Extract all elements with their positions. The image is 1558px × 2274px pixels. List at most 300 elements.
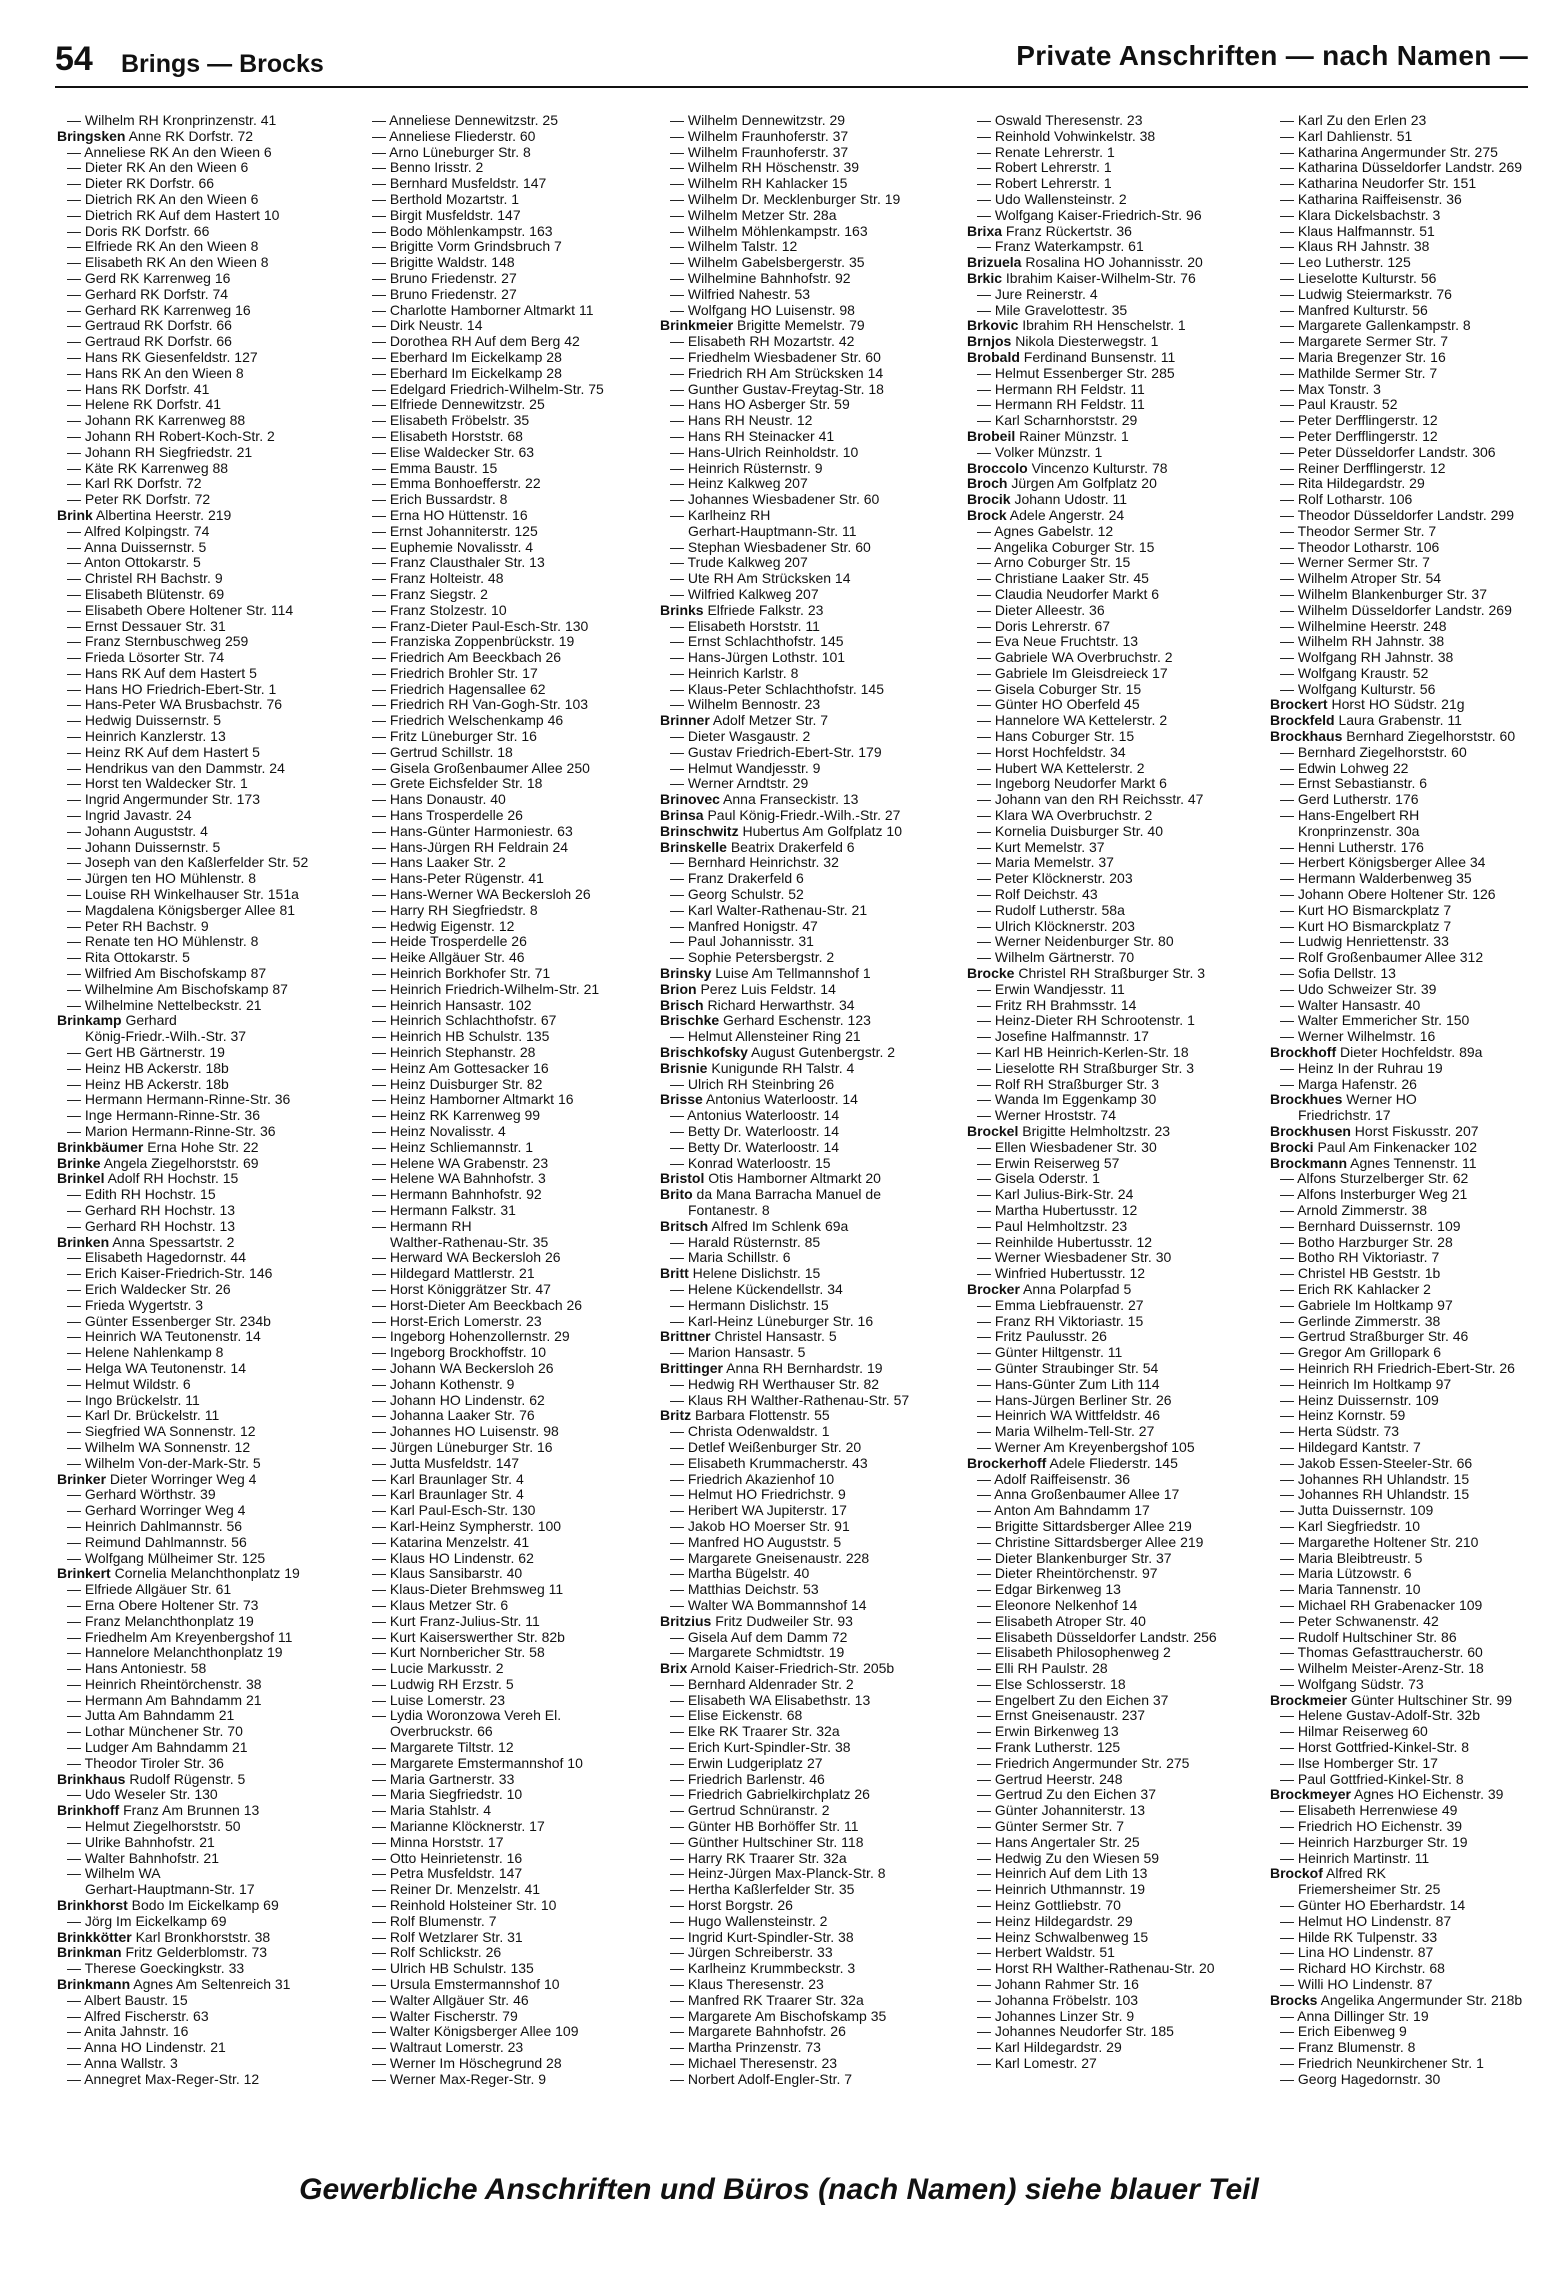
- directory-entry: — Richard HO Kirchstr. 68: [1280, 1961, 1445, 1977]
- directory-entry: — Konrad Waterloostr. 15: [670, 1155, 831, 1171]
- directory-entry: — Wolfgang Kaiser-Friedrich-Str. 96: [977, 207, 1202, 223]
- directory-entry: — Mile Gravelottestr. 35: [977, 302, 1128, 318]
- directory-entry: — Reimund Dahlmannstr. 56: [67, 1534, 247, 1550]
- directory-entry: Fontanestr. 8: [688, 1202, 770, 1218]
- directory-entry: Brion Perez Luis Feldstr. 14: [660, 981, 836, 997]
- directory-entry: — Wolfgang Südstr. 73: [1280, 1676, 1424, 1692]
- directory-entry: — Alfred Kolpingstr. 74: [67, 523, 210, 539]
- directory-entry: — Robert Lehrerstr. 1: [977, 160, 1112, 176]
- directory-entry: — Karlheinz RH: [670, 507, 771, 523]
- directory-entry: — Angelika Coburger Str. 15: [977, 539, 1155, 555]
- directory-entry: — Paul Helmholtzstr. 23: [977, 1218, 1128, 1234]
- directory-entry: — Johann Kothenstr. 9: [372, 1376, 515, 1392]
- directory-entry: — Eberhard Im Eickelkamp 28: [372, 349, 562, 365]
- directory-entry: Brischkofsky August Gutenbergstr. 2: [660, 1045, 896, 1061]
- directory-entry: — Wilhelmine Nettelbeckstr. 21: [67, 997, 262, 1013]
- directory-entry: — Heinrich Karlstr. 8: [670, 665, 799, 681]
- directory-entry: — Volker Münzstr. 1: [977, 444, 1103, 460]
- directory-entry: — Maria Lützowstr. 6: [1280, 1566, 1412, 1582]
- directory-entry: — Gerlinde Zimmerstr. 38: [1280, 1313, 1441, 1329]
- directory-entry: — Friedrich Barlenstr. 46: [670, 1771, 825, 1787]
- directory-entry: — Eberhard Im Eickelkamp 28: [372, 365, 562, 381]
- directory-entry: — Hans RK An den Wieen 8: [67, 365, 244, 381]
- directory-entry: — Reinhold Holsteiner Str. 10: [372, 1898, 557, 1914]
- directory-entry: — Rolf Großenbaumer Allee 312: [1280, 950, 1484, 966]
- directory-entry: — Louise RH Winkelhauser Str. 151a: [67, 887, 299, 903]
- directory-entry: — Edwin Lohweg 22: [1280, 760, 1409, 776]
- directory-entry: — Helene WA Grabenstr. 23: [372, 1155, 549, 1171]
- directory-entry: — Kurt Franz-Julius-Str. 11: [372, 1613, 540, 1629]
- directory-entry: — Elisabeth Horststr. 68: [372, 428, 523, 444]
- directory-entry: — Horst-Erich Lomerstr. 23: [372, 1313, 542, 1329]
- directory-entry: Britzius Fritz Dudweiler Str. 93: [660, 1613, 853, 1629]
- directory-entry: Brkovic Ibrahim RH Henschelstr. 1: [967, 318, 1186, 334]
- directory-entry: — Jure Reinerstr. 4: [977, 286, 1098, 302]
- directory-entry: — Peter Klöcknerstr. 203: [977, 871, 1133, 887]
- directory-entry: — Theodor Lotharstr. 106: [1280, 539, 1440, 555]
- directory-entry: — Hilde RK Tulpenstr. 33: [1280, 1929, 1438, 1945]
- directory-entry: — Herbert Königsberger Allee 34: [1280, 855, 1486, 871]
- directory-entry: Brockfeld Laura Grabenstr. 11: [1270, 713, 1462, 729]
- directory-entry: — Elfriede Dennewitzstr. 25: [372, 397, 545, 413]
- directory-entry: — Gertrud Schnüranstr. 2: [670, 1803, 830, 1819]
- directory-entry: — Leo Lutherstr. 125: [1280, 255, 1411, 271]
- directory-entry: — Udo Wallensteinstr. 2: [977, 191, 1127, 207]
- directory-entry: — Dieter Alleestr. 36: [977, 602, 1105, 618]
- directory-entry: — Katarina Menzelstr. 41: [372, 1534, 530, 1550]
- directory-entry: Brocki Paul Am Finkenacker 102: [1270, 1139, 1477, 1155]
- directory-entry: — Christel HB Geststr. 1b: [1280, 1266, 1441, 1282]
- directory-entry: — Anna Großenbaumer Allee 17: [977, 1487, 1180, 1503]
- directory-entry: — Gertrud Schillstr. 18: [372, 744, 513, 760]
- directory-entry: — Inge Hermann-Rinne-Str. 36: [67, 1108, 260, 1124]
- directory-entry: — Udo Schweizer Str. 39: [1280, 981, 1437, 997]
- directory-entry: — Wilhelm Meister-Arenz-Str. 18: [1280, 1661, 1484, 1677]
- directory-entry: — Euphemie Novalisstr. 4: [372, 539, 534, 555]
- directory-entry: — Georg Hagedornstr. 30: [1280, 2071, 1441, 2087]
- directory-entry: — Erwin Ludgeriplatz 27: [670, 1755, 823, 1771]
- directory-entry: — Johann van den RH Reichsstr. 47: [977, 792, 1204, 808]
- directory-entry: — Christel RH Bachstr. 9: [67, 571, 223, 587]
- directory-entry: — Wolfgang Kulturstr. 56: [1280, 681, 1436, 697]
- directory-entry: Brobeil Rainer Münzstr. 1: [967, 428, 1129, 444]
- directory-column-1: [57, 113, 352, 2088]
- directory-entry: — Lieselotte Kulturstr. 56: [1280, 270, 1437, 286]
- directory-entry: — Margarete Bahnhofstr. 26: [670, 2024, 846, 2040]
- directory-entry: — Maria Schillstr. 6: [670, 1250, 791, 1266]
- directory-entry: — Klara Dickelsbachstr. 3: [1280, 207, 1441, 223]
- directory-entry: — Helmut HO Friedrichstr. 9: [670, 1487, 846, 1503]
- directory-entry: — Franz Siegstr. 2: [372, 586, 488, 602]
- directory-entry: — Käte RK Karrenweg 88: [67, 460, 229, 476]
- directory-entry: Overbruckstr. 66: [390, 1724, 493, 1740]
- directory-entry: — Elisabeth Düsseldorfer Landstr. 256: [977, 1629, 1217, 1645]
- directory-entry: — Horst-Dieter Am Beeckbach 26: [372, 1297, 583, 1313]
- directory-entry: — Gerd Lutherstr. 176: [1280, 792, 1419, 808]
- directory-entry: — Hans-Werner WA Beckersloh 26: [372, 887, 591, 903]
- directory-entry: — Ernst Gneisenaustr. 237: [977, 1708, 1146, 1724]
- directory-entry: Brisnie Kunigunde RH Talstr. 4: [660, 1060, 855, 1076]
- directory-entry: — Frank Lutherstr. 125: [977, 1740, 1121, 1756]
- directory-entry: — Anton Ottokarstr. 5: [67, 555, 201, 571]
- directory-entry: — Johanna Laaker Str. 76: [372, 1408, 535, 1424]
- directory-entry: — Ernst Dessauer Str. 31: [67, 618, 226, 634]
- directory-entry: — Ulrike Bahnhofstr. 21: [67, 1834, 215, 1850]
- directory-entry: — Karl Lomestr. 27: [977, 2056, 1097, 2072]
- directory-entry: — Horst Königgrätzer Str. 47: [372, 1281, 551, 1297]
- directory-entry: Brinker Dieter Worringer Weg 4: [57, 1471, 257, 1487]
- directory-entry: — Theodor Düsseldorfer Landstr. 299: [1280, 507, 1514, 523]
- directory-entry: — Heinrich Im Holtkamp 97: [1280, 1376, 1452, 1392]
- directory-entry: Brinkhaus Rudolf Rügenstr. 5: [57, 1771, 246, 1787]
- directory-entry: — Horst RH Walther-Rathenau-Str. 20: [977, 1961, 1215, 1977]
- directory-entry: — Ingeborg Neudorfer Markt 6: [977, 776, 1167, 792]
- directory-entry: — Michael RH Grabenacker 109: [1280, 1597, 1483, 1613]
- directory-entry: — Robert Lehrerstr. 1: [977, 176, 1112, 192]
- directory-entry: — Gerhard RH Hochstr. 13: [67, 1218, 236, 1234]
- directory-entry: Brinner Adolf Metzer Str. 7: [660, 713, 829, 729]
- directory-entry: — Heinz Am Gottesacker 16: [372, 1060, 549, 1076]
- directory-entry: — Jürgen Schreiberstr. 33: [670, 1945, 833, 1961]
- directory-entry: — Johanna Fröbelstr. 103: [977, 1992, 1139, 2008]
- directory-entry: — Hildegard Kantstr. 7: [1280, 1439, 1421, 1455]
- directory-entry: Brinovec Anna Franseckistr. 13: [660, 792, 859, 808]
- directory-entry: — Peter Derfflingerstr. 12: [1280, 428, 1438, 444]
- directory-entry: — Hans Donaustr. 40: [372, 792, 506, 808]
- directory-entry: — Franz Sternbuschweg 259: [67, 634, 249, 650]
- directory-entry: — Oswald Theresenstr. 23: [977, 113, 1143, 128]
- directory-entry: — Elisabeth Hagedornstr. 44: [67, 1250, 246, 1266]
- directory-entry: — Erna Obere Holtener Str. 73: [67, 1597, 259, 1613]
- directory-entry: Brizuela Rosalina HO Johannisstr. 20: [967, 255, 1203, 271]
- directory-entry: — Birgit Musfeldstr. 147: [372, 207, 521, 223]
- directory-entry: — Erna HO Hüttenstr. 16: [372, 507, 528, 523]
- directory-entry: — Else Schlosserstr. 18: [977, 1676, 1126, 1692]
- directory-entry: — Wilhelm Von-der-Mark-Str. 5: [67, 1455, 261, 1471]
- directory-entry: — Erich Eibenweg 9: [1280, 2024, 1407, 2040]
- directory-entry: — Johannes HO Luisenstr. 98: [372, 1424, 559, 1440]
- directory-entry: — Katharina Neudorfer Str. 151: [1280, 176, 1477, 192]
- directory-entry: — Reiner Derfflingerstr. 12: [1280, 460, 1446, 476]
- directory-entry: — Hans Coburger Str. 15: [977, 729, 1135, 745]
- directory-entry: — Franz Stolzestr. 10: [372, 602, 507, 618]
- directory-entry: — Doris Lehrerstr. 67: [977, 618, 1111, 634]
- directory-entry: Brockhusen Horst Fiskusstr. 207: [1270, 1124, 1479, 1139]
- directory-entry: — Brigitte Vorm Grindsbruch 7: [372, 239, 562, 255]
- directory-entry: — Katharina Düsseldorfer Landstr. 269: [1280, 160, 1523, 176]
- directory-entry: — Jutta Duissernstr. 109: [1280, 1503, 1434, 1519]
- directory-entry: — Franz-Dieter Paul-Esch-Str. 130: [372, 618, 589, 634]
- directory-entry: Broccolo Vincenzo Kulturstr. 78: [967, 460, 1168, 476]
- directory-entry: — Theodor Sermer Str. 7: [1280, 523, 1437, 539]
- directory-entry: Britt Helene Dislichstr. 15: [660, 1266, 821, 1282]
- directory-entry: — Reinhilde Hubertusstr. 12: [977, 1234, 1153, 1250]
- directory-entry: Friemersheimer Str. 25: [1298, 1882, 1441, 1898]
- directory-entry: — Peter Düsseldorfer Landstr. 306: [1280, 444, 1496, 460]
- directory-entry: — Klaus Halfmannstr. 51: [1280, 223, 1435, 239]
- directory-entry: — Günter Johanniterstr. 13: [977, 1803, 1146, 1819]
- directory-entry: — Hans-Jürgen Berliner Str. 26: [977, 1392, 1172, 1408]
- directory-entry: — Wolfgang RH Jahnstr. 38: [1280, 650, 1454, 666]
- directory-entry: Brinschwitz Hubertus Am Golfplatz 10: [660, 823, 902, 839]
- directory-entry: — Lieselotte RH Straßburger Str. 3: [977, 1060, 1195, 1076]
- directory-entry: Brinkmann Agnes Am Seltenreich 31: [57, 1977, 291, 1993]
- directory-entry: — Arno Lüneburger Str. 8: [372, 144, 531, 160]
- directory-entry: — Elisabeth Krummacherstr. 43: [670, 1455, 868, 1471]
- directory-entry: — Gabriele WA Overbruchstr. 2: [977, 650, 1173, 666]
- directory-entry: — Hugo Wallensteinstr. 2: [670, 1913, 828, 1929]
- directory-entry: — Günter HO Oberfeld 45: [977, 697, 1140, 713]
- directory-entry: — Gertraud RK Dorfstr. 66: [67, 318, 232, 334]
- directory-entry: Brockhoff Dieter Hochfeldstr. 89a: [1270, 1045, 1483, 1061]
- directory-entry: — Peter RH Bachstr. 9: [67, 918, 209, 934]
- directory-entry: — Heinz Schliemannstr. 1: [372, 1139, 534, 1155]
- directory-entry: — Karl Siegfriedstr. 10: [1280, 1518, 1421, 1534]
- directory-entry: — Wilhelm Dr. Mecklenburger Str. 19: [670, 191, 901, 207]
- directory-entry: Brinkkötter Karl Bronkhorststr. 38: [57, 1929, 271, 1945]
- directory-entry: — Fritz RH Brahmsstr. 14: [977, 997, 1137, 1013]
- directory-entry: — Helmut HO Lindenstr. 87: [1280, 1913, 1452, 1929]
- directory-entry: Brinsa Paul König-Friedr.-Wilh.-Str. 27: [660, 808, 901, 824]
- directory-entry: — Gertrud Straßburger Str. 46: [1280, 1329, 1469, 1345]
- directory-entry: — Eleonore Nelkenhof 14: [977, 1597, 1138, 1613]
- directory-entry: — Manfred RK Traarer Str. 32a: [670, 1992, 864, 2008]
- directory-entry: Brinskelle Beatrix Drakerfeld 6: [660, 839, 855, 855]
- directory-entry: — Ute RH Am Strücksken 14: [670, 571, 851, 587]
- directory-entry: — Gerhard Worringer Weg 4: [67, 1503, 246, 1519]
- directory-entry: — Wilhelm RH Jahnstr. 38: [1280, 634, 1445, 650]
- directory-entry: — Georg Schulstr. 52: [670, 887, 804, 903]
- directory-entry: — Minna Horststr. 17: [372, 1834, 504, 1850]
- directory-entry: — Elisabeth Obere Holtener Str. 114: [67, 602, 294, 618]
- directory-entry: — Ingrid Javastr. 24: [67, 808, 192, 824]
- directory-entry: — Hans-Ulrich Reinholdstr. 10: [670, 444, 859, 460]
- directory-entry: — Hedwig Eigenstr. 12: [372, 918, 515, 934]
- directory-entry: — Helga WA Teutonenstr. 14: [67, 1360, 246, 1376]
- directory-entry: Brinkel Adolf RH Hochstr. 15: [57, 1171, 239, 1187]
- directory-entry: — Walter Allgäuer Str. 46: [372, 1992, 529, 2008]
- running-head-range: Brings — Brocks: [121, 50, 324, 78]
- directory-entry: — Paul Gottfried-Kinkel-Str. 8: [1280, 1771, 1464, 1787]
- directory-entry: — Dieter RK An den Wieen 6: [67, 160, 249, 176]
- directory-entry: — Wilhelm Gabelsbergerstr. 35: [670, 255, 865, 271]
- directory-column-4: [967, 113, 1262, 2072]
- directory-entry: — Wilhelm Dennewitzstr. 29: [670, 113, 846, 128]
- directory-entry: — Walter Hansastr. 40: [1280, 997, 1421, 1013]
- directory-entry: — Johann HO Lindenstr. 62: [372, 1392, 545, 1408]
- directory-entry: — Fritz Paulusstr. 26: [977, 1329, 1107, 1345]
- directory-entry: König-Friedr.-Wilh.-Str. 37: [85, 1029, 247, 1045]
- directory-entry: — Horst Borgstr. 26: [670, 1898, 793, 1914]
- directory-entry: — Heinz HB Ackerstr. 18b: [67, 1076, 229, 1092]
- directory-entry: — Ludger Am Bahndamm 21: [67, 1740, 248, 1756]
- directory-entry: — Manfred Honigstr. 47: [670, 918, 818, 934]
- directory-entry: — Friedrich Angermunder Str. 275: [977, 1755, 1190, 1771]
- directory-entry: — Werner Wiesbadener Str. 30: [977, 1250, 1172, 1266]
- directory-entry: — Karl Walter-Rathenau-Str. 21: [670, 902, 868, 918]
- directory-entry: — Udo Weseler Str. 130: [67, 1787, 218, 1803]
- directory-entry: — Hans Trosperdelle 26: [372, 808, 523, 824]
- directory-entry: — Werner Neidenburger Str. 80: [977, 934, 1174, 950]
- directory-entry: — Helmut Ziegelhorststr. 50: [67, 1819, 241, 1835]
- directory-entry: — Karl Scharnhorststr. 29: [977, 413, 1138, 429]
- directory-entry: — Brigitte Sittardsberger Allee 219: [977, 1518, 1192, 1534]
- directory-entry: — Wilhelm Düsseldorfer Landstr. 269: [1280, 602, 1512, 618]
- directory-entry: Brinke Angela Ziegelhorststr. 69: [57, 1155, 259, 1171]
- directory-entry: — Winfried Hubertusstr. 12: [977, 1266, 1146, 1282]
- directory-entry: — Edith RH Hochstr. 15: [67, 1187, 216, 1203]
- directory-entry: — Harry RH Siegfriedstr. 8: [372, 902, 538, 918]
- directory-entry: — Luise Lomerstr. 23: [372, 1692, 506, 1708]
- directory-entry: Gerhart-Hauptmann-Str. 11: [688, 523, 857, 539]
- directory-entry: — Ulrich HB Schulstr. 135: [372, 1961, 534, 1977]
- directory-entry: Brisch Richard Herwarthstr. 34: [660, 997, 855, 1013]
- directory-entry: — Alfred Fischerstr. 63: [67, 2008, 209, 2024]
- directory-entry: — Lina HO Lindenstr. 87: [1280, 1945, 1434, 1961]
- directory-entry: — Elisabeth Horststr. 11: [670, 618, 820, 634]
- directory-entry: — Fritz Lüneburger Str. 16: [372, 729, 537, 745]
- directory-entry: — Gustav Friedrich-Ebert-Str. 179: [670, 744, 882, 760]
- directory-entry: — Jürgen Lüneburger Str. 16: [372, 1439, 553, 1455]
- directory-entry: — Friedrich Am Beeckbach 26: [372, 650, 562, 666]
- directory-entry: — Herta Südstr. 73: [1280, 1424, 1400, 1440]
- directory-entry: — Arnold Zimmerstr. 38: [1280, 1202, 1428, 1218]
- directory-entry: — Hubert WA Kettelerstr. 2: [977, 760, 1145, 776]
- directory-entry: Brkic Ibrahim Kaiser-Wilhelm-Str. 76: [967, 270, 1196, 286]
- directory-entry: — Bruno Friedenstr. 27: [372, 286, 517, 302]
- directory-entry: — Marianne Klöcknerstr. 17: [372, 1819, 545, 1835]
- directory-entry: — Jakob Essen-Steeler-Str. 66: [1280, 1455, 1473, 1471]
- directory-entry: — Elisabeth Philosophenweg 2: [977, 1645, 1171, 1661]
- directory-entry: — Heinrich Dahlmannstr. 56: [67, 1518, 243, 1534]
- directory-entry: — Dorothea RH Auf dem Berg 42: [372, 334, 580, 350]
- directory-entry: — Heinz Duisburger Str. 82: [372, 1076, 543, 1092]
- directory-entry: — Margarete Schmidtstr. 19: [670, 1645, 845, 1661]
- directory-entry: — Elisabeth WA Elisabethstr. 13: [670, 1692, 871, 1708]
- directory-entry: — Helene Kückendellstr. 34: [670, 1281, 843, 1297]
- directory-entry: — Gregor Am Grillopark 6: [1280, 1345, 1442, 1361]
- directory-entry: — Werner Arndtstr. 29: [670, 776, 809, 792]
- directory-entry: Brockmeyer Agnes HO Eichenstr. 39: [1270, 1787, 1504, 1803]
- directory-entry: — Helene WA Bahnhofstr. 3: [372, 1171, 546, 1187]
- directory-entry: — Frieda Wygertstr. 3: [67, 1297, 204, 1313]
- directory-entry: — Karlheinz Krummbeckstr. 3: [670, 1961, 856, 1977]
- directory-entry: — Ursula Emstermannshof 10: [372, 1977, 560, 1993]
- directory-entry: — Margarete Am Bischofskamp 35: [670, 2008, 887, 2024]
- directory-entry: — Gisela Großenbaumer Allee 250: [372, 760, 590, 776]
- directory-entry: — Gabriele Im Gleisdreieck 17: [977, 665, 1168, 681]
- directory-entry: Brinkhorst Bodo Im Eickelkamp 69: [57, 1898, 279, 1914]
- directory-entry: — Hermann RH: [372, 1218, 472, 1234]
- directory-entry: — Renate ten HO Mühlenstr. 8: [67, 934, 259, 950]
- directory-entry: — Elisabeth Herrenwiese 49: [1280, 1803, 1458, 1819]
- directory-entry: — Erwin Wandjesstr. 11: [977, 981, 1125, 997]
- directory-entry: — Katharina Raiffeisenstr. 36: [1280, 191, 1462, 207]
- directory-entry: — Walter Bahnhofstr. 21: [67, 1850, 219, 1866]
- directory-entry: — Edelgard Friedrich-Wilhelm-Str. 75: [372, 381, 604, 397]
- directory-entry: — Gertrud Zu den Eichen 37: [977, 1787, 1156, 1803]
- directory-entry: — Friedrich HO Eichenstr. 39: [1280, 1819, 1463, 1835]
- directory-entry: — Heinrich Stephanstr. 28: [372, 1045, 536, 1061]
- directory-entry: — Lucie Markusstr. 2: [372, 1661, 504, 1677]
- directory-entry: — Friedrich Hagensallee 62: [372, 681, 546, 697]
- directory-entry: — Wilhelm RH Höschenstr. 39: [670, 160, 860, 176]
- directory-entry: — Margarete Gallenkampstr. 8: [1280, 318, 1471, 334]
- directory-entry: — Heike Allgäuer Str. 46: [372, 950, 525, 966]
- directory-entry: — Ingrid Kurt-Spindler-Str. 38: [670, 1929, 854, 1945]
- directory-entry: — Karl Dr. Brückelstr. 11: [67, 1408, 220, 1424]
- directory-entry: — Klaus-Peter Schlachthofstr. 145: [670, 681, 884, 697]
- directory-entry: — Heinrich WA Teutonenstr. 14: [67, 1329, 261, 1345]
- directory-entry: — Detlef Weißenburger Str. 20: [670, 1439, 862, 1455]
- directory-entry: — Maria Bregenzer Str. 16: [1280, 349, 1446, 365]
- directory-entry: — Anita Jahnstr. 16: [67, 2024, 189, 2040]
- directory-entry: Brocik Johann Udostr. 11: [967, 492, 1128, 508]
- directory-entry: — Gerhard Wörthstr. 39: [67, 1487, 216, 1503]
- directory-entry: — Ulrich RH Steinbring 26: [670, 1076, 835, 1092]
- directory-entry: — Adolf Raiffeisenstr. 36: [977, 1471, 1131, 1487]
- directory-entry: — Marga Hafenstr. 26: [1280, 1076, 1417, 1092]
- directory-entry: — Arno Coburger Str. 15: [977, 555, 1131, 571]
- directory-entry: — Renate Lehrerstr. 1: [977, 144, 1115, 160]
- directory-entry: — Walter WA Bommannshof 14: [670, 1597, 867, 1613]
- directory-entry: — Johann RH Robert-Koch-Str. 2: [67, 428, 275, 444]
- directory-entry: — Magdalena Königsberger Allee 81: [67, 902, 296, 918]
- directory-entry: — Jutta Am Bahndamm 21: [67, 1708, 235, 1724]
- directory-entry: — Maria Memelstr. 37: [977, 855, 1114, 871]
- directory-entry: — Karl Braunlager Str. 4: [372, 1487, 524, 1503]
- directory-entry: — Kurt HO Bismarckplatz 7: [1280, 902, 1452, 918]
- directory-entry: — Siegfried WA Sonnenstr. 12: [67, 1424, 256, 1440]
- directory-entry: — Hans Antoniestr. 58: [67, 1661, 207, 1677]
- directory-entry: — Heinz Schwalbenweg 15: [977, 1929, 1149, 1945]
- directory-entry: — Christiane Laaker Str. 45: [977, 571, 1149, 587]
- directory-entry: — Rolf Blumenstr. 7: [372, 1913, 497, 1929]
- directory-entry: Brinsky Luise Am Tellmannshof 1: [660, 966, 871, 982]
- directory-entry: — Jürgen ten HO Mühlenstr. 8: [67, 871, 257, 887]
- directory-entry: Brinks Elfriede Falkstr. 23: [660, 602, 824, 618]
- directory-entry: — Bodo Möhlenkampstr. 163: [372, 223, 553, 239]
- directory-entry: — Maria Siegfriedstr. 10: [372, 1787, 523, 1803]
- directory-entry: — Josefine Halfmannstr. 17: [977, 1029, 1149, 1045]
- directory-entry: — Karl Paul-Esch-Str. 130: [372, 1503, 536, 1519]
- directory-entry: — Elisabeth Fröbelstr. 35: [372, 413, 530, 429]
- directory-entry: — Hans RK Dorfstr. 41: [67, 381, 210, 397]
- directory-entry: — Hans-Jürgen Lothstr. 101: [670, 650, 846, 666]
- directory-entry: — Wolfgang HO Luisenstr. 98: [670, 302, 855, 318]
- directory-entry: — Hermann Dislichstr. 15: [670, 1297, 829, 1313]
- directory-entry: — Ludwig RH Erzstr. 5: [372, 1676, 514, 1692]
- directory-entry: — Dietrich RK Auf dem Hastert 10: [67, 207, 280, 223]
- directory-entry: — Christa Odenwaldstr. 1: [670, 1424, 830, 1440]
- directory-entry: — Hermann Hermann-Rinne-Str. 36: [67, 1092, 291, 1108]
- directory-entry: — Rudolf Hultschiner Str. 86: [1280, 1629, 1457, 1645]
- directory-entry: — Helmut Wildstr. 6: [67, 1376, 191, 1392]
- directory-entry: — Heinz Hamborner Altmarkt 16: [372, 1092, 574, 1108]
- directory-entry: — Eva Neue Fruchtstr. 13: [977, 634, 1139, 650]
- directory-entry: — Hans HO Friedrich-Ebert-Str. 1: [67, 681, 277, 697]
- directory-entry: — Katharina Angermunder Str. 275: [1280, 144, 1498, 160]
- directory-entry: — Wilhelm Atroper Str. 54: [1280, 571, 1442, 587]
- directory-entry: — Heinz RK Auf dem Hastert 5: [67, 744, 260, 760]
- directory-entry: — Peter Schwanenstr. 42: [1280, 1613, 1439, 1629]
- directory-entry: — Wilhelmine Bahnhofstr. 92: [670, 270, 851, 286]
- directory-entry: — Klaus Theresenstr. 23: [670, 1977, 824, 1993]
- directory-entry: — Kurt Nornbericher Str. 58: [372, 1645, 545, 1661]
- directory-entry: — Hendrikus van den Dammstr. 24: [67, 760, 285, 776]
- directory-entry: — Wilhelm WA Sonnenstr. 12: [67, 1439, 251, 1455]
- directory-entry: — Rita Hildegardstr. 29: [1280, 476, 1425, 492]
